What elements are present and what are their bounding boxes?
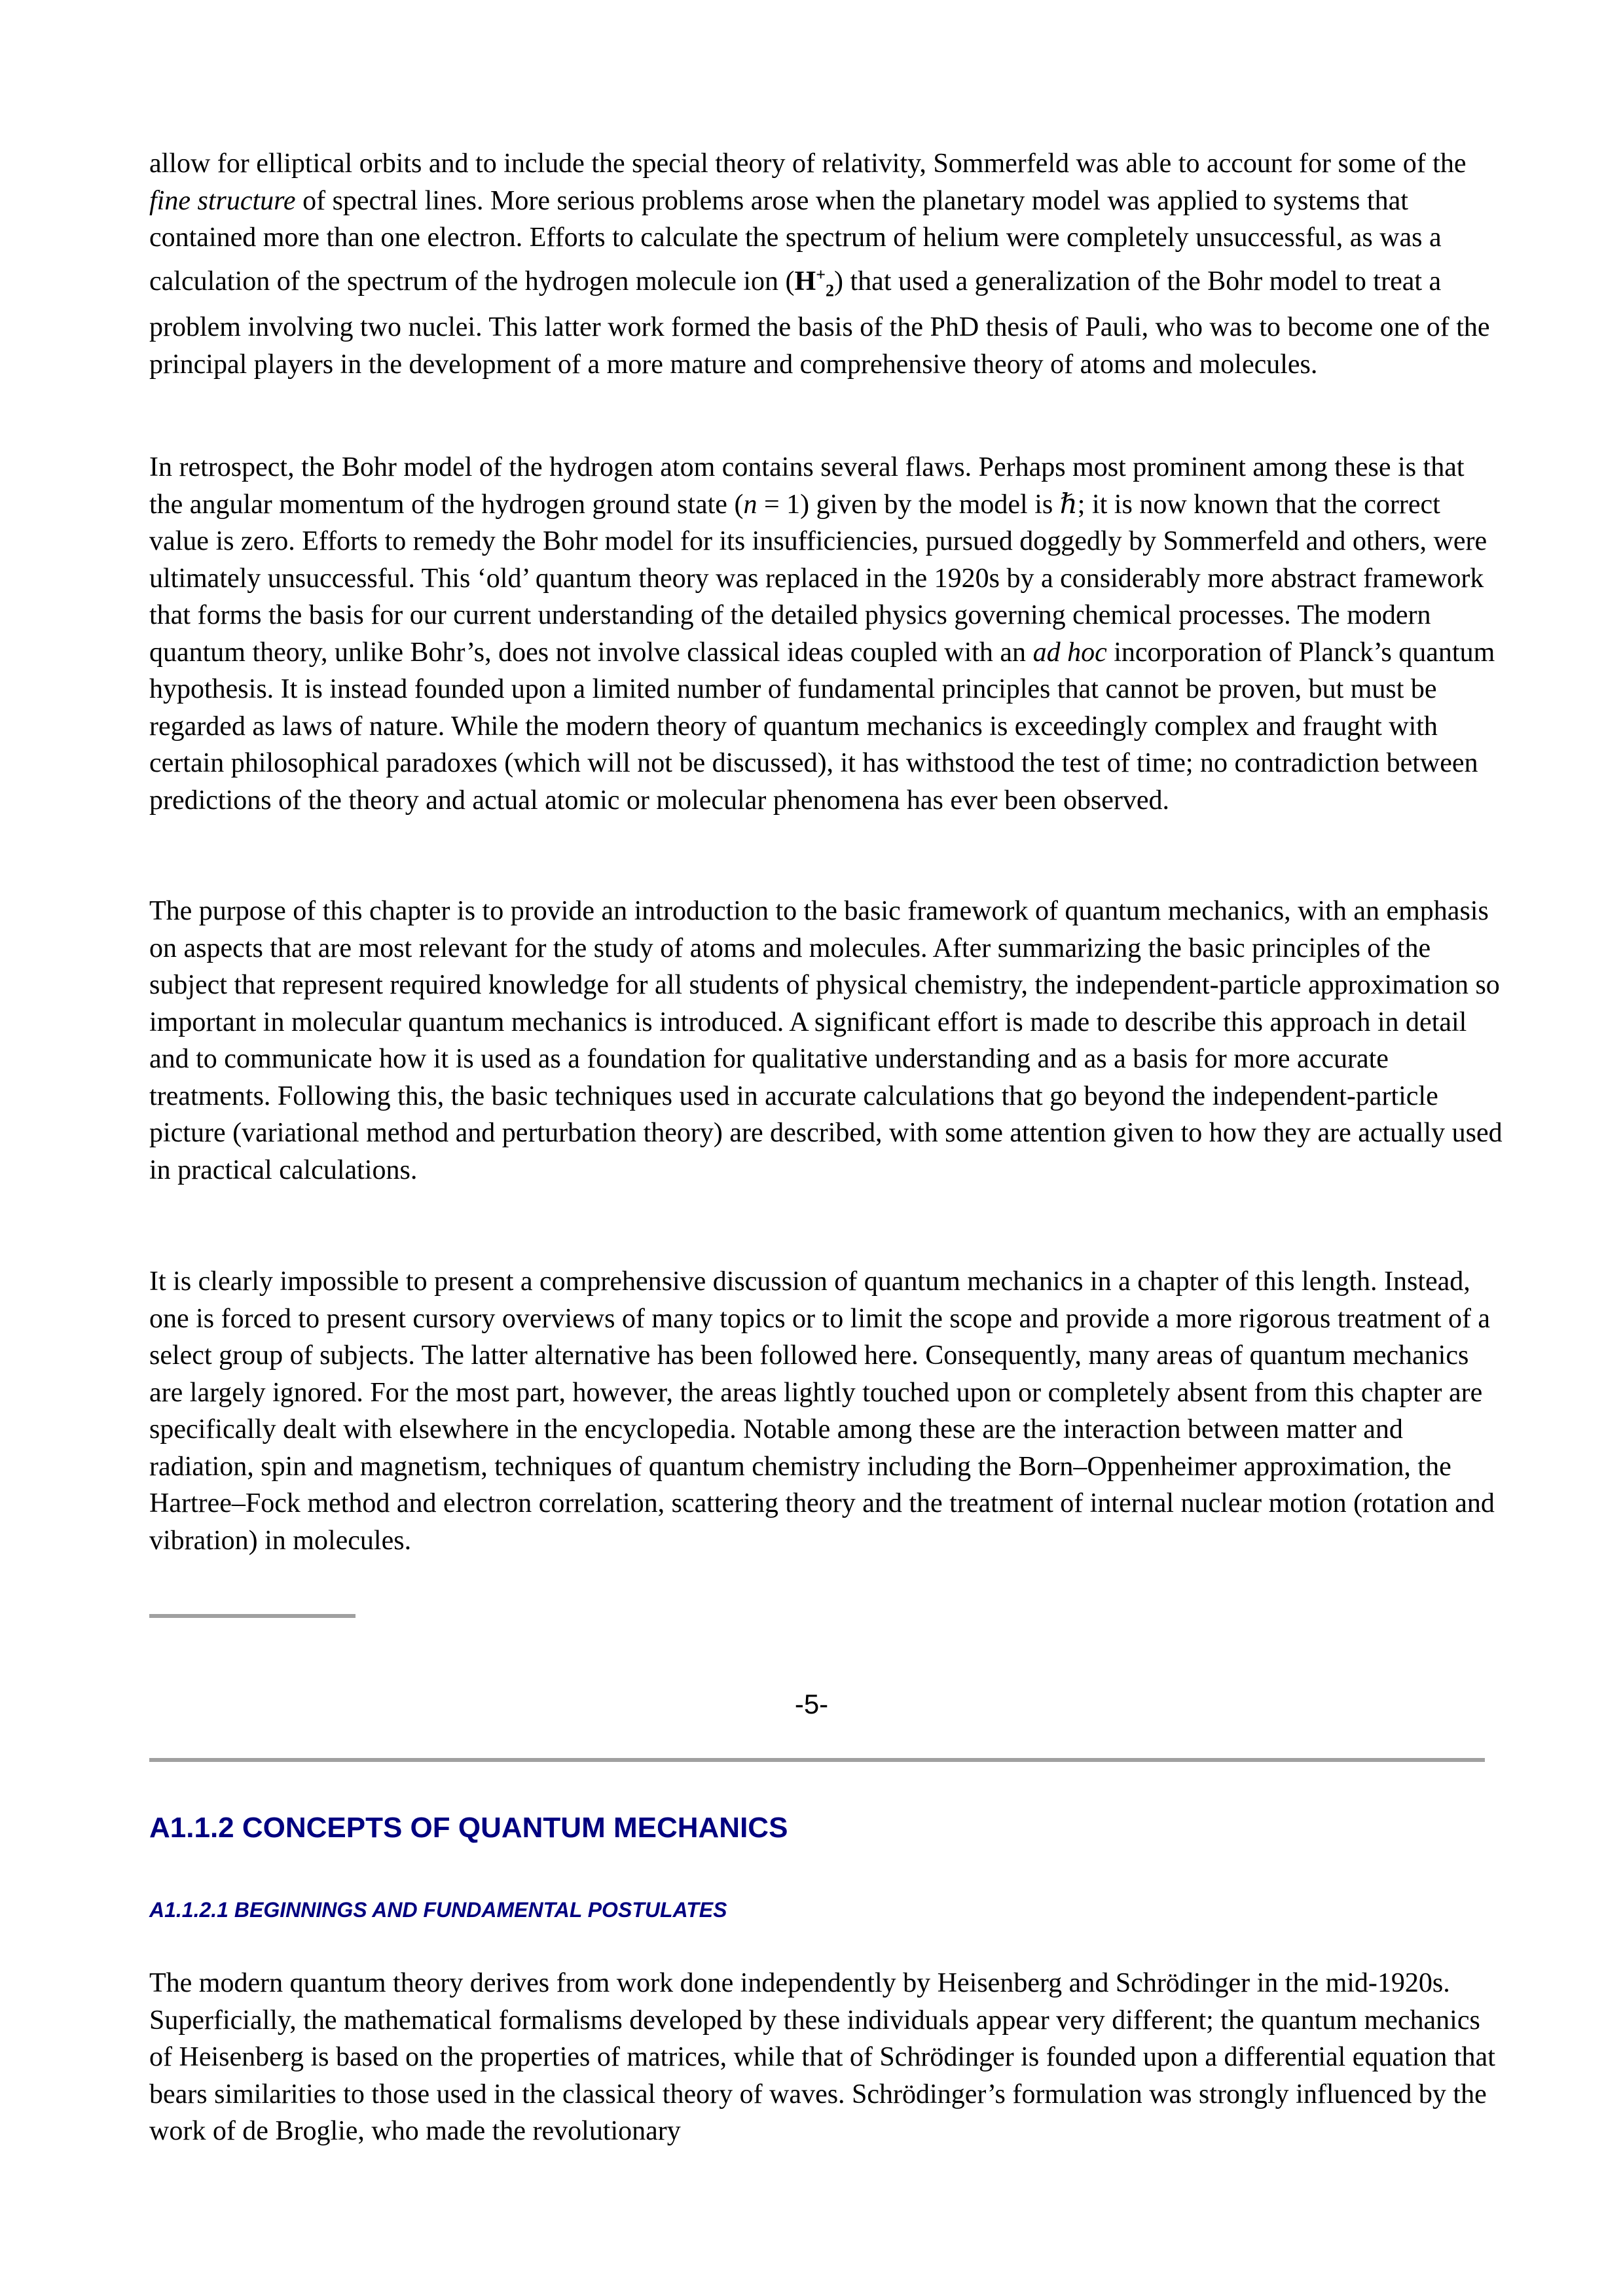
text-span: ; it is now known that the correct value is zero. Efforts to remedy the Bohr model for its insufficiencies, pursued doggedly by Sommerfeld and others, were ultimately unsuccessful. This ‘old’ quantum theory was replaced in the 1920s by a considerably more abstract framework that forms the basis for our current understanding of the detailed physics governing chemical processes. The modern quantum theory, unlike Bohr’s, does not involve classical ideas coupled with an: [149, 489, 1487, 668]
text-span: of spectral lines. More serious problems arose when the planetary model was applied to systems that contained more than one electron. Efforts to calculate the spectrum of helium were completely unsuccessful, as was a calculation of the spectrum of the hydrogen molecule ion (: [149, 185, 1442, 296]
formula-base: H: [794, 266, 816, 296]
text-span: In retrospect, the Bohr model of the hydrogen atom contains several flaws. Perhaps most prominent among these is that the angular momentum of the hydrogen ground state (: [149, 452, 1465, 520]
footnote-divider: [149, 1614, 356, 1618]
text-span: ) that used a generalization of the Bohr model to treat a problem involving two nuclei. This latter work formed the basis of the PhD thesis of Pauli, who was to become one of the principal players in the development of a more mature and comprehensive theory of atoms and molecules.: [149, 266, 1490, 380]
page-break-divider: [149, 1758, 1485, 1762]
text-span: incorporation of Planck’s quantum hypothesis. It is instead founded upon a limited number of fundamental principles that cannot be proven, but must be regarded as laws of nature. While the modern theory of quantum mechanics is exceedingly complex and fraught with certain philosophical paradoxes (which will not be discussed), it has withstood the test of time; no contradiction between predictions of the theory and actual atomic or molecular phenomena has ever been observed.: [149, 637, 1495, 816]
molecule-formula: [794, 264, 835, 300]
hbar-symbol: ℏ: [1059, 489, 1078, 520]
variable-n: n: [743, 489, 757, 520]
emphasis-ad-hoc: ad hoc: [1032, 637, 1107, 668]
emphasis-fine-structure: fine structure: [149, 185, 296, 216]
formula-superscript: +: [816, 264, 826, 284]
paragraph-3: The purpose of this chapter is to provide an introduction to the basic framework of quantum mechanics, with an emphasis on aspects that are most relevant for the study of atoms and molecules. After summarizing the basic principles of the subject that represent required knowledge for all students of physical chemistry, the independent-particle approximation so important in molecular quantum mechanics is introduced. A significant effort is made to describe this approach in detail and to communicate how it is used as a foundation for qualitative understanding and as a basis for more accurate treatments. Following this, the basic techniques used in accurate calculations that go beyond the independent-particle picture (variational method and perturbation theory) are described, with some attention given to how they are actually used in practical calculations.: [149, 896, 1503, 1185]
text-span: = 1) given by the model is: [757, 489, 1060, 520]
paragraph-1: [149, 145, 1504, 383]
subsection-heading: A1.1.2.1 BEGINNINGS AND FUNDAMENTAL POSTULATES: [149, 1898, 727, 1922]
paragraph-5: The modern quantum theory derives from work done independently by Heisenberg and Schrödinger in the mid-1920s. Superficially, the mathematical formalisms developed by these individuals appear very different; the quantum mechanics of Heisenberg is based on the properties of matrices, while that of Schrödinger is founded upon a differential equation that bears similarities to those used in the classical theory of waves. Schrödinger’s formulation was strongly influenced by the work of de Broglie, who made the revolutionary: [149, 1968, 1495, 2146]
page-number: -5-: [794, 1689, 829, 1719]
section-heading: A1.1.2 CONCEPTS OF QUANTUM MECHANICS: [149, 1812, 788, 1844]
formula-subscript: 2: [826, 280, 835, 300]
paragraph-2: [149, 449, 1504, 819]
paragraph-4: It is clearly impossible to present a comprehensive discussion of quantum mechanics in a chapter of this length. Instead, one is forced to present cursory overviews of many topics or to limit the scope and provide a more rigorous treatment of a select group of subjects. The latter alternative has been followed here. Consequently, many areas of quantum mechanics are largely ignored. For the most part, however, the areas lightly touched upon or completely absent from this chapter are specifically dealt with elsewhere in the encyclopedia. Notable among these are the interaction between matter and radiation, spin and magnetism, techniques of quantum chemistry including the Born–Oppenheimer approximation, the Hartree–Fock method and electron correlation, scattering theory and the treatment of internal nuclear motion (rotation and vibration) in molecules.: [149, 1266, 1495, 1556]
text-span: allow for elliptical orbits and to include the special theory of relativity, Sommerfeld was able to account for some of the: [149, 149, 1467, 179]
